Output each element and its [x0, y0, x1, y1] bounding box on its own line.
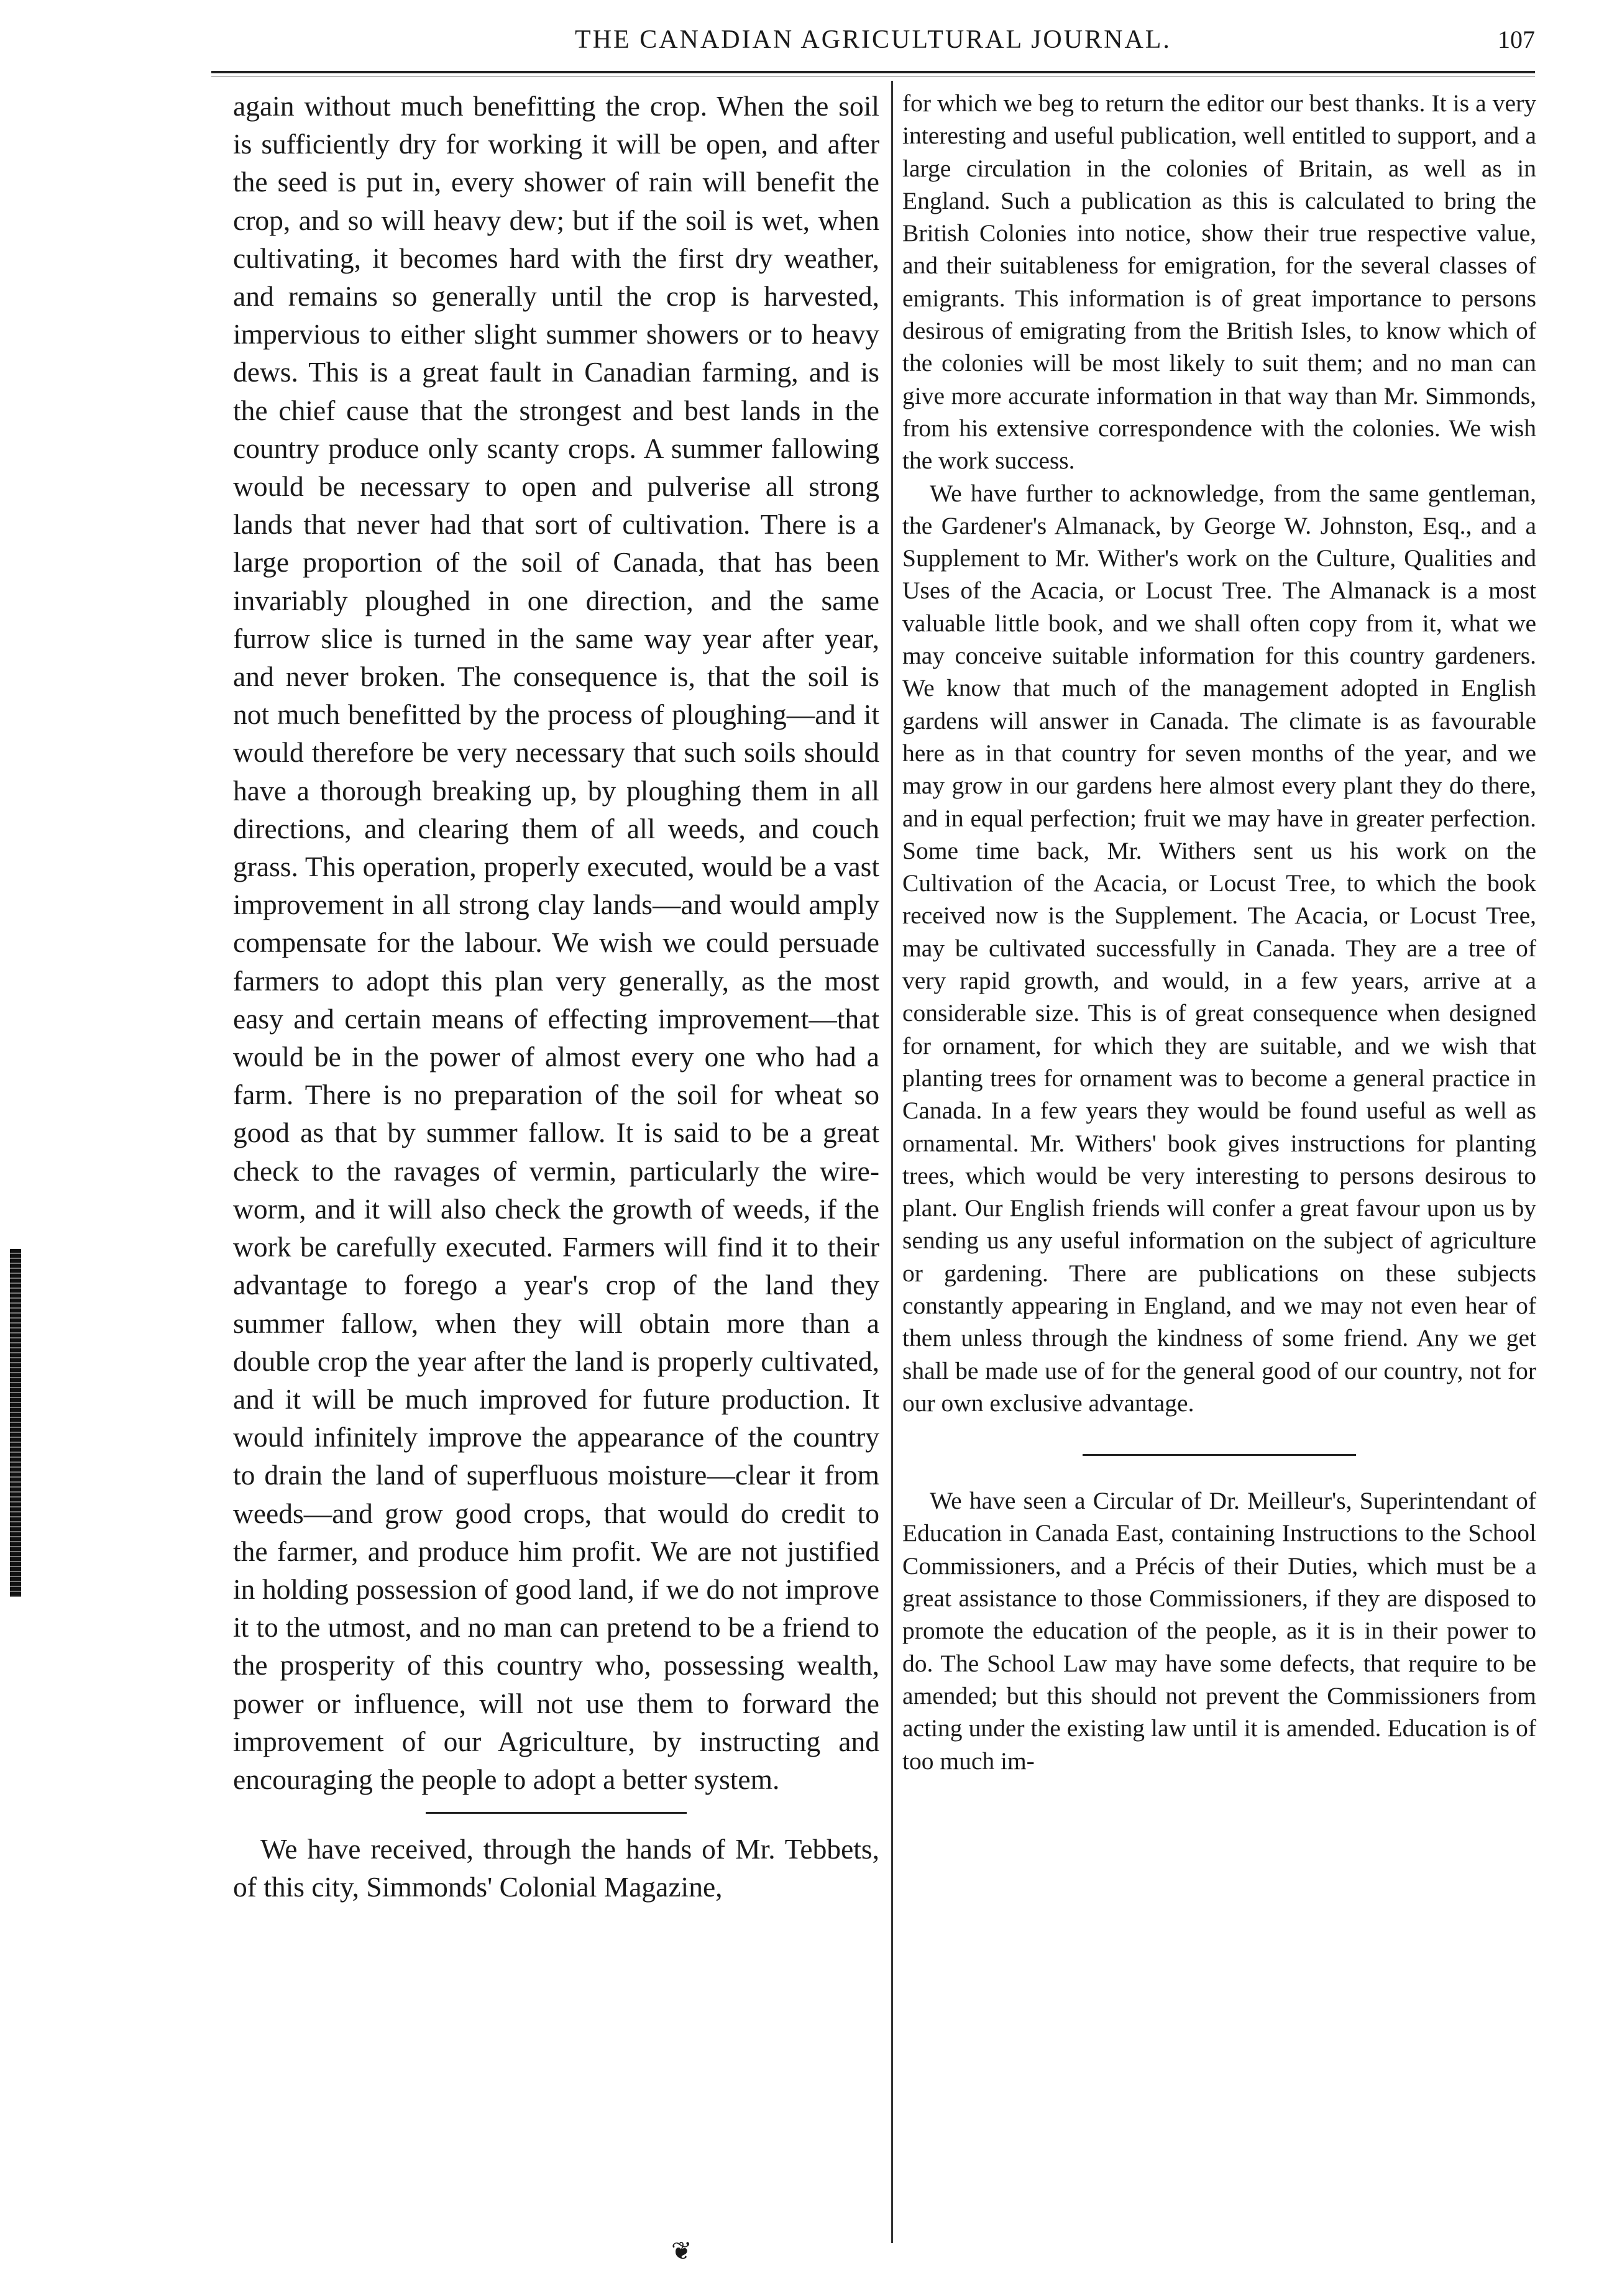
- right-paragraph-1: for which we beg to return the editor our best thanks. It is a very interesting and useful publication, well entitled to support, and a large circulation in the colonies of Britain, as well as in England. Such a publication as this is calculated to bring the British Colonies into notice, show their true respective value, and their suitableness for emigration, for the several classes of emigrants. This information is of great importance to persons desirous of emigrating from the British Isles, to know which of the colonies will be most likely to suit them; and no man can give more accurate information in that way than Mr. Simmonds, from his extensive correspondence with the colonies. We wish the work success.: [902, 89, 1536, 475]
- left-column: [233, 87, 879, 1906]
- journal-title: THE CANADIAN AGRICULTURAL JOURNAL.: [575, 25, 1171, 54]
- page-header: [211, 25, 1535, 68]
- header-rule: [211, 71, 1535, 73]
- right-paragraph-2: We have further to acknowledge, from the same gentleman, the Gardener's Almanack, by George W. Johnston, Esq., and a Supplement to Mr. Wither's work on the Culture, Qualities and Uses of the Acacia, or Locust Tree. The Almanack is a most valuable little book, and we shall often copy from it, what we may conceive suitable information for this country gardeners. We know that much of the management adopted in English gardens will answer in Canada. The climate is as favourable here as in that country for seven months of the year, and we may grow in our gardens here almost every plant they do there, and in equal perfection; fruit we may have in greater perfection. Some time back, Mr. Withers sent us his work on the Cultivation of the Acacia, or Locust Tree, to which the book received now is the Supplement. The Acacia, or Locust Tree, may be cultivated successfully in Canada. They are a tree of very rapid growth, and would, in a few years, arrive at a considerable size. This is of great consequence when designed for ornament, for which they are suitable, and we wish that planting trees for ornament was to become a general practice in Canada. In a few years they would be found useful as well as ornamental. Mr. Withers' book gives instructions for planting trees, which would be very interesting to persons desirous to plant. Our English friends will confer a great favour upon us by sending us any useful information on the subject of agriculture or gardening. There are publications on these subjects constantly appearing in England, and we may not even hear of them unless through the kindness of some friend. Any we get shall be made use of for the general good of our country, not for our own exclusive advantage.: [902, 479, 1536, 1417]
- left-paragraph-2: We have received, through the hands of Mr. Tebbets, of this city, Simmonds' Colonial Magazine,: [233, 1833, 879, 1903]
- margin-scan-artifact: [10, 1249, 21, 1597]
- section-rule: [1083, 1454, 1356, 1456]
- page-number: 107: [1498, 25, 1535, 53]
- right-paragraph-3: We have seen a Circular of Dr. Meilleur's, Superintendant of Education in Canada East, containing Instructions to the School Commissioners, and a Précis of their Duties, which must be a great assistance to those Commissioners, if they are disposed to promote the education of the people, as it is in their power to do. The School Law may have some defects, that require to be amended; but this should not prevent the Commissioners from acting under the existing law until it is amended. Education is of too much im-: [902, 1487, 1536, 1775]
- left-paragraph-1: again without much benefitting the crop. When the soil is sufficiently dry for working it will be open, and after the seed is put in, every shower of rain will benefit the crop, and so will heavy dew; but if the soil is wet, when cultivating, it becomes hard with the first dry weather, and remains so generally until the crop is harvested, impervious to either slight summer showers or to heavy dews. This is a great fault in Canadian farming, and is the chief cause that the strongest and best lands in the country produce only scanty crops. A summer fallowing would be necessary to open and pulverise all strong lands that never had that sort of cultivation. There is a large proportion of the soil of Canada, that has been invariably ploughed in one direction, and the same furrow slice is turned in the same way year after year, and never broken. The consequence is, that the soil is not much benefitted by the process of ploughing—and it would therefore be very necessary that such soils should have a thorough breaking up, by ploughing them in all directions, and clearing them of all weeds, and couch grass. This operation, properly executed, would be a vast improvement in all strong clay lands—and would amply compensate for the labour. We wish we could persuade farmers to adopt this plan very generally, as the most easy and certain means of effecting improvement—that would be in the power of almost every one who had a farm. There is no preparation of the soil for wheat so good as that by summer fallow. It is said to be a great check to the ravages of vermin, particularly the wire-worm, and it will also check the growth of weeds, if the work be carefully executed. Farmers will find it to their advantage to forego a year's crop of the land they summer fallow, when they will obtain more than a double crop the year after the land is properly cultivated, and it will be much improved for future production. It would infinitely improve the appearance of the country to drain the land of superfluous moisture—clear it from weeds—and grow good crops, that would do credit to the farmer, and produce him profit. We are not justified in holding possession of good land, if we do not improve it to the utmost, and no man can pretend to be a friend to the prosperity of this country who, possessing wealth, power or influence, will not use them to forward the improvement of our Agriculture, by instructing and encouraging the people to adopt a better system.: [233, 90, 879, 1795]
- section-rule: [426, 1812, 687, 1814]
- footer-ornament: ❦: [671, 2237, 692, 2266]
- right-column: [902, 87, 1536, 1777]
- column-divider: [891, 81, 893, 2243]
